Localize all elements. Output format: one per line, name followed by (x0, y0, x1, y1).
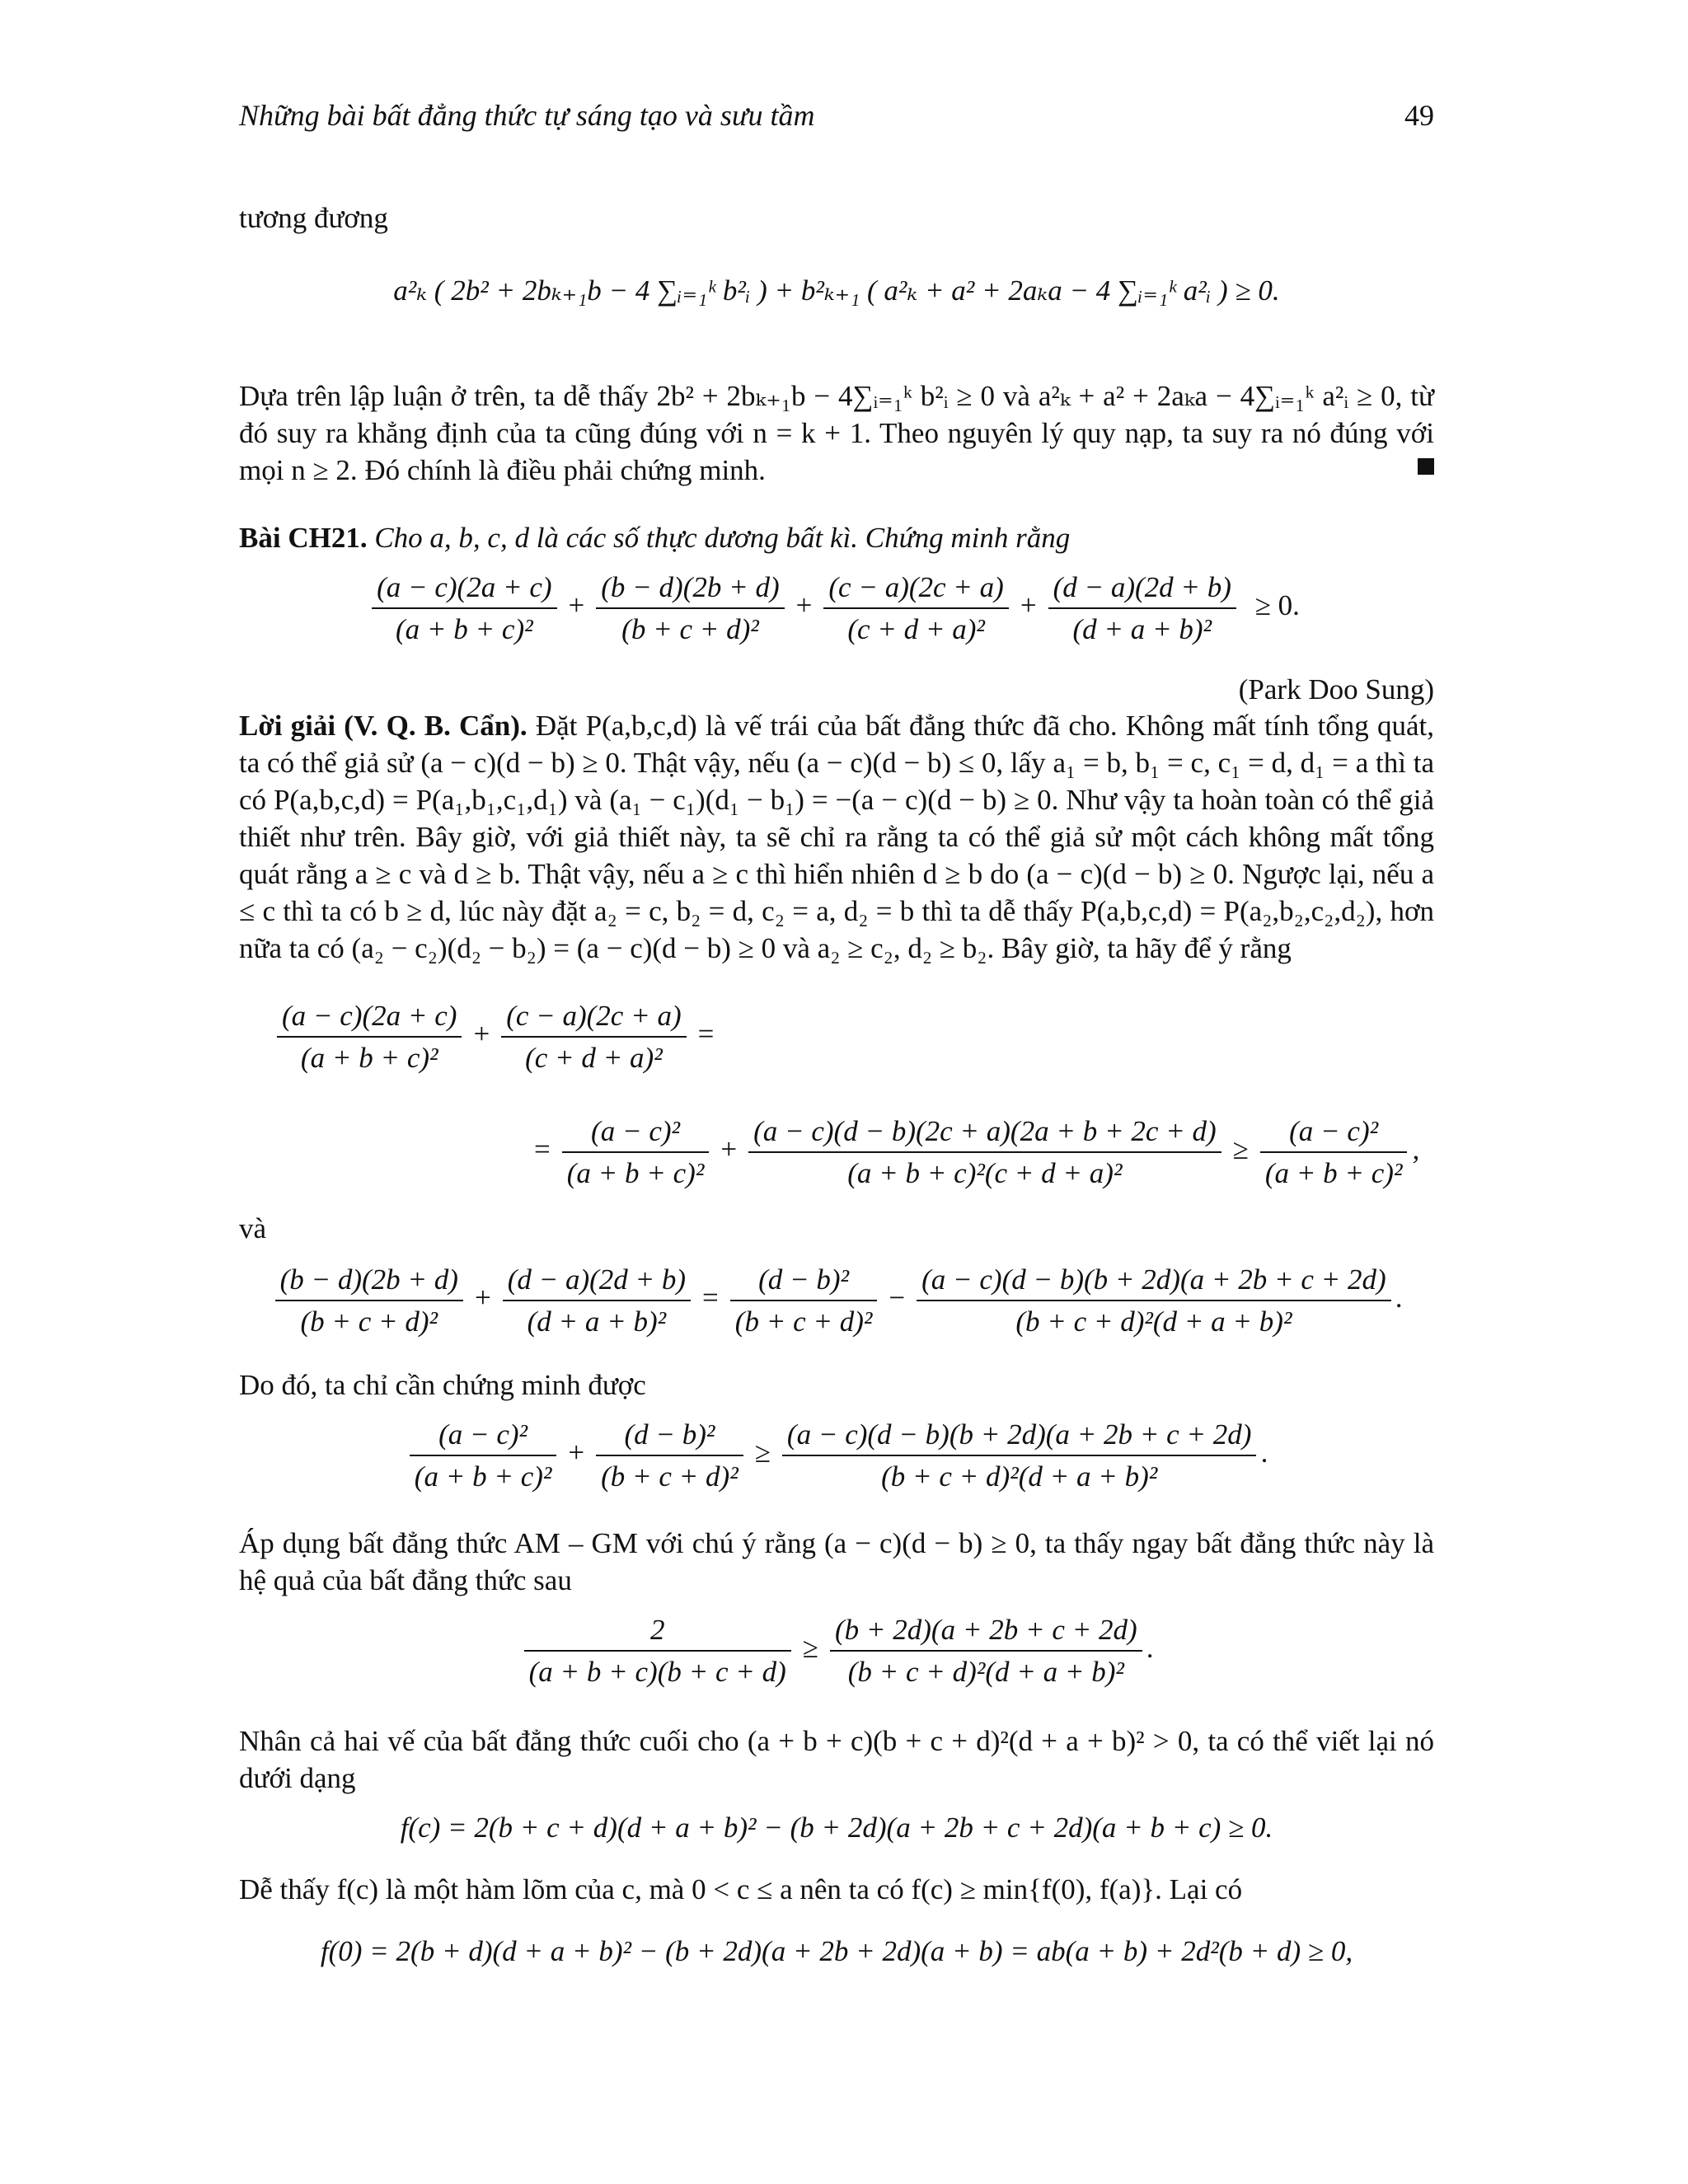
inequality-tail: ≥ 0. (1254, 589, 1300, 622)
paragraph-multiply: Nhân cả hai vế của bất đẳng thức cuối cho (a + b + c)(b + c + d)²(d + a + b)² > 0, ta có thể viết lại nó dưới dạng (239, 1725, 1434, 1794)
fraction: $\frac{(b + 2d)(a + 2b + c + 2d)}{\text{(b + c + d)²(d + a + b)²}}$ (830, 1611, 1142, 1690)
running-title: Những bài bất đẳng thức tự sáng tạo và sưu tầm (239, 99, 815, 132)
paragraph-equivalent: tương đương (239, 202, 388, 234)
fraction: $\frac{(c - a)(2c + a)}{\text{(c + d + a)²}}$ (823, 569, 1008, 648)
equation-induction: a²ₖ ( 2b² + 2bₖ₊₁b − 4 ∑ᵢ₌₁ᵏ b²ᵢ ) + b²ₖ₊₁ ( a²ₖ + a² + 2aₖa − 4 ∑ᵢ₌₁ᵏ a²ᵢ ) ≥ 0. (393, 274, 1280, 307)
problem-text: Cho a, b, c, d là các số thực dương bất kì. Chứng minh rằng (374, 522, 1071, 554)
fraction: $\frac{(a - c)(d - b)(b + 2d)(a + 2b + c + 2d)}{\text{(b + c + d)²(d + a + b)²}}$ (917, 1261, 1391, 1340)
equation-sum-ac: $\frac{(a - c)(2a + c)}{\text{(a + b + c)²}}$ + $\frac{(c - a)(2c + a)}{\text{(c + d + a)²}}$ = (272, 997, 1426, 1076)
fraction: $\frac{\text{(d − b)²}}{\text{(b + c + d)²}}$ (730, 1261, 878, 1340)
paragraph-am-gm: Áp dụng bất đẳng thức AM – GM với chú ý rằng (a − c)(d − b) ≥ 0, ta thấy ngay bất đẳng thức này là hệ quả của bất đẳng thức sau (239, 1527, 1434, 1596)
fraction: $\frac{(b - d)(2b + d)}{\text{(b + c + d)²}}$ (275, 1261, 463, 1340)
fraction: $\frac{(d - a)(2d + b)}{\text{(d + a + b)²}}$ (503, 1261, 691, 1340)
problem-statement (239, 519, 1434, 556)
solution-text: Đặt P(a,b,c,d) là vế trái của bất đẳng thức đã cho. Không mất tính tổng quát, ta có thể giả sử (a − c)(d − b) ≥ 0. Thật vậy, nếu (a − c)(d − b) ≤ 0, lấy a₁ = b, b₁ = c, c₁ = d, d₁ = a thì ta có P(a,b,c,d) = P(a₁,b₁,c₁,d₁) và (a₁ − c₁)(d₁ − b₁) = −(a − c)(d − b) ≥ 0. Như vậy ta hoàn toàn có thể giả thiết như trên. Bây giờ, với giả thiết này, ta sẽ chỉ ra rằng ta có thể giả sử một cách không mất tổng quát rằng a ≥ c và d ≥ b. Thật vậy, nếu a ≥ c thì hiển nhiên d ≥ b do (a − c)(d − b) ≥ 0. Ngược lại, nếu a ≤ c thì ta có b ≥ d, lúc này đặt a₂ = c, b₂ = d, c₂ = a, d₂ = b thì ta dễ thấy P(a,b,c,d) = P(a₂,b₂,c₂,d₂), hơn nữa ta có (a₂ − c₂)(d₂ − b₂) = (a − c)(d − b) ≥ 0 và a₂ ≥ c₂, d₂ ≥ b₂. Bây giờ, ta hãy để ý rằng (239, 710, 1434, 964)
paragraph-induction-conclusion (239, 377, 1434, 489)
solution-paragraph (239, 707, 1434, 967)
fraction: $\frac{(c - a)(2c + a)}{\text{(c + d + a)²}}$ (501, 997, 686, 1076)
fraction: $\frac{(a - c)(2a + c)}{\text{(a + b + c)²}}$ (372, 569, 556, 648)
fraction: $\frac{\text{(d − b)²}}{\text{(b + c + d)²}}$ (596, 1416, 743, 1495)
fraction: $\frac{(d - a)(2d + b)}{\text{(d + a + b)²}}$ (1048, 569, 1236, 648)
fraction: $\frac{(a - c)(d - b)(2c + a)(2a + b + 2c + d)}{\text{(a + b + c)²(c + d + a)²}}$ (748, 1113, 1221, 1192)
page-header (239, 97, 1434, 138)
paragraph-concave: Dễ thấy f(c) là một hàm lõm của c, mà 0 < c ≤ a nên ta có f(c) ≥ min{f(0), f(a)}. Lại có (239, 1873, 1243, 1905)
fraction: $\frac{\text{(a − c)²}}{\text{(a + b + c)²}}$ (1260, 1113, 1408, 1192)
fraction: $\frac{2}{(a + b + c)(b + c + d)}$ (524, 1611, 791, 1690)
page-number: 49 (1404, 99, 1434, 132)
equation-main-inequality: $\frac{(a - c)(2a + c)}{\text{(a + b + c)²}}$ + $\frac{(b - d)(2b + d)}{\text{(b + c + d)²}}$ + $\frac{(c - a)(2c + a)}{\text{(c + d + a)²}}$ + $\frac{(d - a)(2d + b)}{\text{(d + a + b)²}}$ ≥ 0. (239, 569, 1434, 648)
fraction: $\frac{(a - c)(2a + c)}{\text{(a + b + c)²}}$ (277, 997, 462, 1076)
qed-square-icon (1418, 447, 1434, 484)
fraction: $\frac{(a - c)(d - b)(b + 2d)(a + 2b + c + 2d)}{\text{(b + c + d)²(d + a + b)²}}$ (782, 1416, 1257, 1495)
fraction: $\frac{\text{(a − c)²}}{\text{(a + b + c)²}}$ (410, 1416, 557, 1495)
word-and: và (239, 1212, 267, 1244)
equation-sum-bd: $\frac{(b - d)(2b + d)}{\text{(b + c + d)²}}$ + $\frac{(d - a)(2d + b)}{\text{(d + a + b)²}}$ = $\frac{\text{(d − b)²}}{\text{(b + c + d)²}}$ − $\frac{(a - c)(d - b)(b + 2d)(a + 2b + c + 2d)}{\text{(b + c + d)²(d + a + b)²}}$ . (239, 1261, 1434, 1340)
problem-attribution: (Park Doo Sung) (1238, 673, 1434, 705)
equation-f-of-zero: f(0) = 2(b + d)(d + a + b)² − (b + 2d)(a + 2b + 2d)(a + b) = ab(a + b) + 2d²(b + d) ≥ 0, (320, 1935, 1353, 1967)
problem-label: Bài CH21. (239, 522, 368, 554)
fraction: $\frac{(b - d)(2b + d)}{\text{(b + c + d)²}}$ (596, 569, 784, 648)
equation-f-of-c: f(c) = 2(b + c + d)(d + a + b)² − (b + 2d)(a + 2b + c + 2d)(a + b + c) ≥ 0. (400, 1811, 1273, 1844)
equation-sum-ac-expanded: = $\frac{\text{(a − c)²}}{\text{(a + b + c)²}}$ + $\frac{(a - c)(d - b)(2c + a)(2a + b + 2c + d)}{\text{(a + b + c)²(c + d + a)²}}$ ≥ $\frac{\text{(a − c)²}}{\text{(a + b + c)²}}$ , (528, 1113, 1434, 1192)
equation-need-prove: $\frac{\text{(a − c)²}}{\text{(a + b + c)²}}$ + $\frac{\text{(d − b)²}}{\text{(b + c + d)²}}$ ≥ $\frac{(a - c)(d - b)(b + 2d)(a + 2b + c + 2d)}{\text{(b + c + d)²(d + a + b)²}}$ . (239, 1416, 1434, 1495)
solution-label: Lời giải (V. Q. B. Cẩn). (239, 710, 528, 742)
paragraph-text: Dựa trên lập luận ở trên, ta dễ thấy 2b² + 2bₖ₊₁b − 4∑ᵢ₌₁ᵏ b²ᵢ ≥ 0 và a²ₖ + a² + 2aₖa − 4∑ᵢ₌₁ᵏ a²ᵢ ≥ 0, từ đó suy ra khẳng định của ta cũng đúng với n = k + 1. Theo nguyên lý quy nạp, ta suy ra nó đúng với mọi n ≥ 2. Đó chính là điều phải chứng minh. (239, 380, 1434, 486)
equation-am-gm-consequence: $\frac{2}{(a + b + c)(b + c + d)}$ ≥ $\frac{(b + 2d)(a + 2b + c + 2d)}{\text{(b + c + d)²(d + a + b)²}}$ . (239, 1611, 1434, 1690)
paragraph-need-prove: Do đó, ta chỉ cần chứng minh được (239, 1369, 646, 1401)
fraction: $\frac{\text{(a − c)²}}{\text{(a + b + c)²}}$ (562, 1113, 710, 1192)
